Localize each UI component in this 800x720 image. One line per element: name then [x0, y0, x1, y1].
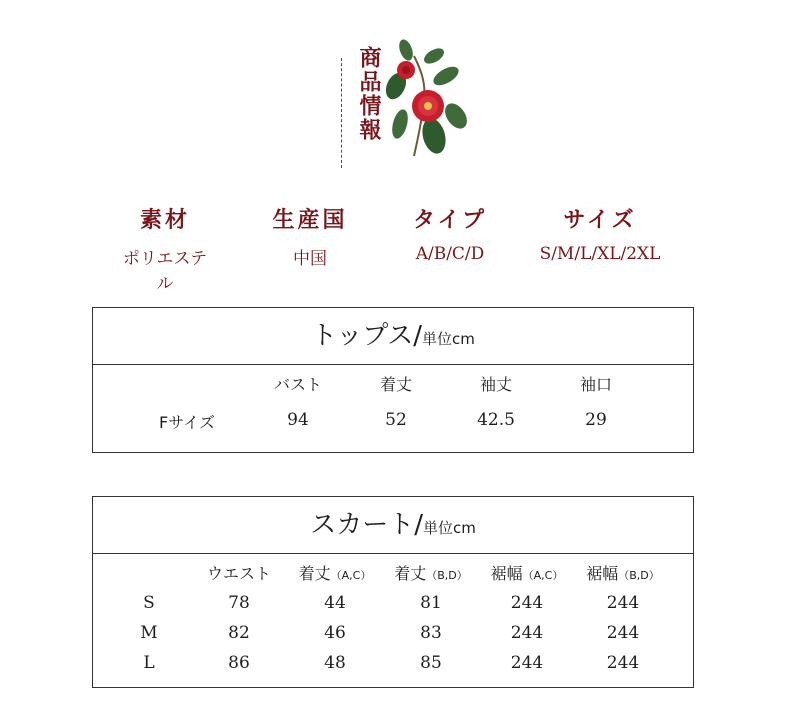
spec-size-value: S/M/L/XL/2XL	[539, 244, 661, 264]
skirt-cell: 244	[510, 623, 544, 643]
skirt-cell: 82	[228, 623, 250, 643]
skirt-header-hem-bd-sub: （B,D）	[618, 569, 660, 582]
page-title: 商品情報	[356, 46, 381, 142]
tops-header-cuff: 袖口	[579, 375, 612, 394]
skirt-header-length-ac-sub: （A,C）	[330, 569, 372, 582]
spec-material-label: 素材	[139, 208, 190, 233]
tops-header-length: 着丈	[379, 375, 412, 394]
tops-header-sleeve-length: 袖丈	[479, 375, 512, 394]
spec-origin	[260, 203, 360, 269]
spec-material	[120, 203, 210, 294]
skirt-cell: 81	[420, 593, 442, 613]
skirt-cell: 244	[606, 653, 640, 673]
skirt-table-caption	[93, 497, 693, 554]
header-divider-line	[341, 58, 342, 168]
skirt-header-waist	[189, 561, 289, 584]
tops-table-caption	[93, 308, 693, 365]
skirt-cell: 86	[228, 653, 250, 673]
skirt-cell: 244	[510, 593, 544, 613]
tops-cell-sleeve-length: 42.5	[477, 410, 515, 430]
tops-cell-length: 52	[385, 410, 407, 430]
skirt-row-label-l: L	[143, 653, 155, 673]
skirt-cell: 44	[324, 593, 346, 613]
tops-header-bust: バスト	[273, 375, 322, 394]
tops-size-table	[92, 307, 694, 453]
skirt-cell: 46	[324, 623, 346, 643]
skirt-header-length-ac	[285, 561, 385, 584]
skirt-header-length-bd-sub: （B,D）	[426, 569, 468, 582]
spec-size-label: サイズ	[563, 208, 637, 233]
spec-type-value: A/B/C/D	[415, 244, 485, 264]
skirt-header-waist-label: ウエスト	[206, 564, 271, 583]
tops-cell-cuff: 29	[585, 410, 607, 430]
spec-type-label: タイプ	[413, 208, 487, 233]
spec-origin-label: 生産国	[272, 208, 348, 233]
spec-size	[515, 203, 685, 264]
skirt-table-title: スカート/	[310, 510, 423, 540]
skirt-cell: 48	[324, 653, 346, 673]
spec-type	[395, 203, 505, 264]
skirt-row-label-m: M	[140, 623, 158, 643]
skirt-header-hem-bd-label: 裾幅	[586, 564, 619, 583]
skirt-header-length-ac-label: 着丈	[298, 564, 331, 583]
skirt-cell: 83	[420, 623, 442, 643]
spec-material-value: ポリエステル	[122, 249, 208, 294]
skirt-header-length-bd	[381, 561, 481, 584]
skirt-cell: 244	[510, 653, 544, 673]
skirt-table-unit: 単位cm	[422, 519, 476, 537]
skirt-header-length-bd-label: 着丈	[394, 564, 427, 583]
skirt-size-table	[92, 496, 694, 688]
skirt-header-hem-ac-label: 裾幅	[490, 564, 523, 583]
tops-cell-bust: 94	[287, 410, 309, 430]
tops-table-title: トップス/	[311, 321, 423, 351]
skirt-row-label-s: S	[143, 593, 155, 613]
skirt-header-hem-bd	[573, 561, 673, 584]
skirt-cell: 85	[420, 653, 442, 673]
skirt-cell: 78	[228, 593, 250, 613]
skirt-header-hem-ac	[477, 561, 577, 584]
camellia-flower-icon	[384, 38, 468, 160]
skirt-cell: 244	[606, 593, 640, 613]
tops-table-unit: 単位cm	[422, 330, 475, 348]
skirt-header-hem-ac-sub: （A,C）	[522, 569, 564, 582]
spec-origin-value: 中国	[293, 249, 327, 269]
skirt-cell: 244	[606, 623, 640, 643]
tops-row-label: Fサイズ	[159, 413, 215, 432]
